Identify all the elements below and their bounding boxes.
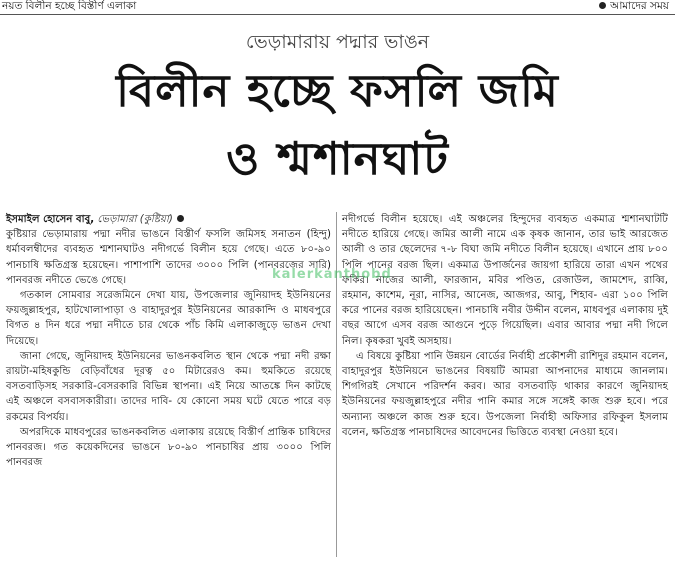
article-column-right: [342, 212, 668, 440]
kicker: ভেড়ামারায় পদ্মার ভাঙন: [245, 31, 430, 53]
bullet-icon: [177, 215, 184, 222]
bullet-icon: [599, 2, 606, 9]
column-divider: [336, 212, 337, 557]
watermark: kalerkanthobd: [272, 267, 392, 282]
paragraph-3: জানা গেছে, জুনিয়াদহ ইউনিয়নের ভাঙনকবলিত স্থান থেকে পদ্মা নদী রক্ষা রায়টা-মহিষকুন্ডি বেড়িবাঁধের দূরত্ব ৫০ মিটারেরও কম। হুমকিতে রয়েছে বসতবাড়িসহ সরকারি-বেসরকারি বিভিন্ন স্থাপনা। এই নিয়ে আতঙ্কে দিন কাটছে এই অঞ্চলে বসবাসকারীরা। তাদের দাবি- যে কোনো সময় ঘটে যেতে পারে বড় রকমের বিপর্যয়।: [6, 350, 331, 423]
paragraph-4: অপরদিকে মাধবপুরের ভাঙনকবলিত এলাকায় রয়েছে বিস্তীর্ণ প্রান্তিক চাষিদের পানবরজ। গত কয়েকদিনের ভাঙনে ৮০-৯০ পানচাষির প্রায় ৩০০০ পিলি পানবরজ: [6, 426, 331, 469]
paragraph-1-text: কুষ্টিয়ার ভেড়ামারায় পদ্মা নদীর ভাঙনে বিস্তীর্ণ ফসলি জমিসহ সনাতন (হিন্দু) ধর্মাবলম্বীদের ব্যবহৃত শ্মশানঘাটও নদীগর্ভে বিলীন হয়ে গেছে। এতে ৮০-৯০ পানচাষি ক্ষতিগ্রস্ত হয়েছেন। পাশাপাশি তাদের ৩০০০ পিলি (পানবরজের সারি) পানবরজ নদীতে ভেঙে গেছে।: [6, 229, 331, 286]
headline-line-1: বিলীন হচ্ছে ফসলি জমি: [116, 64, 559, 117]
page-header-strip: [0, 0, 675, 14]
paragraph-5: নদীগর্ভে বিলীন হয়েছে। এই অঞ্চলের হিন্দুদের ব্যবহৃত একমাত্র শ্মশানঘাটটি নদীতে হারিয়ে গেছে। জমির আলী নামে এক কৃষক জানান, তার ভাই আরজেত আলী ও তার ছেলেদের ৭-৮ বিঘা জমি নদীতে বিলীন হয়েছে। এখানে প্রায় ৮০০ পিলি পানের বরজ ছিল। একমাত্র উপার্জনের জায়গা হারিয়ে তারা এখন পথের ফকির। নাজের আলী, ফারজান, মবির পণ্ডিত, রেজাউল, জামশেদ, রাব্বি, রহমান, কাশেম, নূরা, নাসির, আনেজ, আজগর, আবু, শিহাব- এরা ১০০ পিলি করে পানের বরজ হারিয়েছেন। পানচাষি নবীর উদ্দীন বলেন, মাধবপুর এলাকায় দুই বছর আগে এসব বরজ আগুনে পুড়ে গিয়েছিল। এবার আবার পদ্মা নদী গিলে নিল। কৃষকরা খুবই অসহায়।: [342, 214, 668, 347]
paragraph-6: এ বিষয়ে কুষ্টিয়া পানি উন্নয়ন বোর্ডের নির্বাহী প্রকৌশলী রাশিদুর রহমান বলেন, বাহাদুরপুর ইউনিয়নে ভাঙনের বিষয়টি আমরা আপনাদের মাধ্যমে জানলাম। শিগগিরই সেখানে পরিদর্শন করব। আর বসতবাড়ি থাকার কারণে জুনিয়াদহ ইউনিয়নের ফয়জুল্লাহপুরে নদীর পানি কমার সঙ্গে সঙ্গেই কাজ শুরু হবে। পরে অন্যান্য অঞ্চলে কাজ শুরু হবে। উপজেলা নির্বাহী অফিসার রফিকুল ইসলাম বলেন, ক্ষতিগ্রস্ত পানচাষিদের আবেদনের ভিত্তিতে ব্যবস্থা নেওয়া হবে।: [342, 350, 668, 438]
paragraph-2: গতকাল সোমবার সরেজমিনে দেখা যায়, উপজেলার জুনিয়াদহ ইউনিয়নের ফয়জুল্লাহপুর, হাটখোলাপাড়া ও বাহাদুরপুর ইউনিয়নের আরকান্দি ও মাধবপুরে বিগত ৪ দিন ধরে পদ্মা নদীতে চার থেকে পাঁচ কিমি এলাকাজুড়ে ভাঙন দেখা দিয়েছে।: [6, 290, 331, 347]
newspaper-name: [599, 0, 669, 13]
running-head-left: নয়ত বিলীন হচ্ছে বিস্তীর্ণ এলাকা: [2, 0, 137, 12]
byline-name: ইসমাইল হোসেন বাবু,: [6, 214, 95, 225]
header-rule: [0, 14, 675, 15]
byline-place: ভেড়ামারা (কুষ্টিয়া): [97, 214, 173, 225]
newspaper-name-text: আমাদের সময়: [610, 0, 669, 12]
headline-line-2: ও শ্মশানঘাট: [226, 132, 449, 185]
article-column-left: [6, 212, 331, 470]
